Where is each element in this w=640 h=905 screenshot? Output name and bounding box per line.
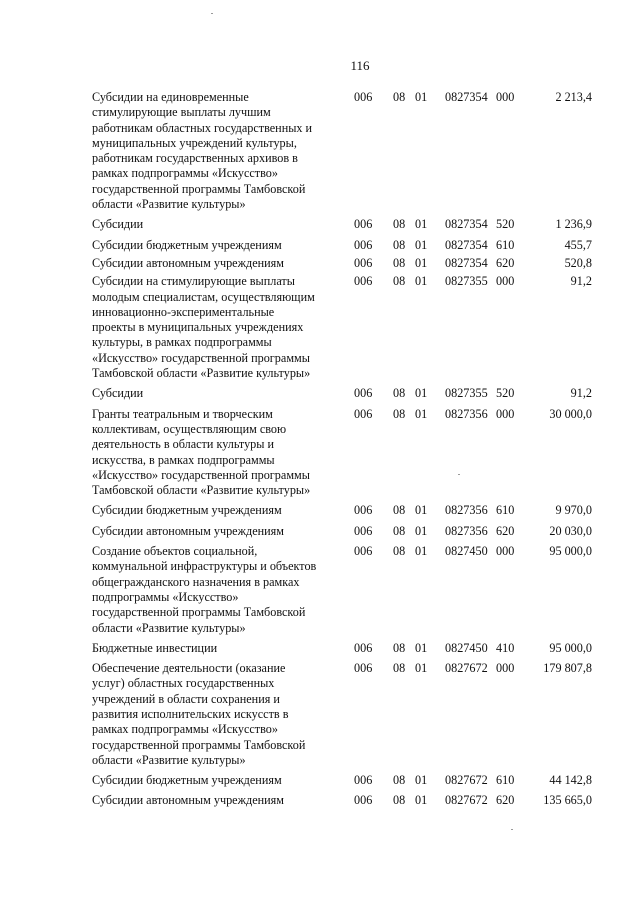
row-name: Субсидии бюджетным учреждениям [92, 503, 282, 518]
row-pr: 01 [415, 793, 428, 808]
row-vr: 620 [496, 255, 515, 270]
table-row [92, 217, 592, 232]
row-pr: 01 [415, 544, 428, 559]
row-name: Субсидии бюджетным учреждениям [92, 773, 282, 788]
row-ved: 006 [354, 793, 373, 808]
row-ved: 006 [354, 237, 373, 252]
table-row [92, 524, 592, 539]
row-name: Субсидии автономным учреждениям [92, 255, 284, 270]
row-csr: 0827356 [445, 406, 488, 421]
row-pr: 01 [415, 255, 428, 270]
row-sum: 20 030,0 [549, 523, 592, 538]
table-row [92, 90, 592, 212]
row-csr: 0827354 [445, 237, 488, 252]
row-sum: 179 807,8 [543, 661, 592, 676]
row-csr: 0827356 [445, 523, 488, 538]
row-name: Субсидии бюджетным учреждениям [92, 237, 282, 252]
row-csr: 0827450 [445, 640, 488, 655]
row-vr: 000 [496, 544, 515, 559]
row-csr: 0827450 [445, 544, 488, 559]
table-row [92, 641, 592, 656]
row-ved: 006 [354, 523, 373, 538]
row-name: Обеспечение деятельности (оказание услуг) областных государственных учреждений в области сохранения и развития исполнительских искусств в рамках подпрограммы «Искусство» государственной программы Тамбовской области «Развитие культуры» [92, 661, 306, 767]
row-pr: 01 [415, 406, 428, 421]
table-row [92, 238, 592, 253]
table-row [92, 661, 592, 768]
row-name: Создание объектов социальной, коммунальной инфраструктуры и объектов общегражданского назначения в рамках подпрограммы «Искусство» государственной программы Тамбовской области «Развитие культуры» [92, 544, 317, 635]
row-csr: 0827354 [445, 217, 488, 232]
table-row [92, 386, 592, 401]
row-vr: 000 [496, 661, 515, 676]
row-name: Бюджетные инвестиции [92, 640, 218, 655]
row-vr: 000 [496, 406, 515, 421]
row-rz: 08 [393, 90, 406, 104]
row-vr: 000 [496, 274, 515, 289]
row-pr: 01 [415, 237, 428, 252]
row-csr: 0827672 [445, 773, 488, 788]
row-vr: 620 [496, 793, 515, 808]
table-row [92, 256, 592, 271]
page-number: 116 [350, 58, 370, 73]
row-name: Субсидии [92, 386, 144, 401]
row-rz: 08 [393, 274, 406, 289]
row-csr: 0827355 [445, 274, 488, 289]
row-rz: 08 [393, 523, 406, 538]
row-ved: 006 [354, 503, 373, 518]
row-sum: 135 665,0 [543, 793, 592, 808]
row-rz: 08 [393, 503, 406, 518]
row-ved: 006 [354, 661, 373, 676]
row-vr: 410 [496, 640, 515, 655]
row-csr: 0827672 [445, 661, 488, 676]
table-row [92, 274, 592, 381]
row-rz: 08 [393, 793, 406, 808]
row-name: Гранты театральным и творческим коллективам, осуществляющим свою деятельность в области культуры и искусства, в рамках подпрограммы «Искусство» государственной программы Тамбовской области «Развитие культуры» [92, 406, 311, 498]
row-vr: 620 [496, 523, 515, 538]
row-vr: 610 [496, 503, 515, 518]
row-sum: 2 213,4 [555, 90, 592, 104]
row-pr: 01 [415, 386, 428, 401]
row-csr: 0827354 [445, 255, 488, 270]
row-rz: 08 [393, 640, 406, 655]
row-ved: 006 [354, 640, 373, 655]
row-name: Субсидии автономным учреждениям [92, 523, 284, 538]
row-ved: 006 [354, 773, 373, 788]
row-csr: 0827672 [445, 793, 488, 808]
row-sum: 520,8 [564, 255, 592, 270]
row-sum: 455,7 [564, 237, 592, 252]
row-sum: 44 142,8 [549, 773, 592, 788]
row-rz: 08 [393, 255, 406, 270]
row-csr: 0827355 [445, 386, 488, 401]
table-row [92, 503, 592, 518]
row-ved: 006 [354, 544, 373, 559]
row-vr: 000 [496, 90, 515, 104]
scan-speck [511, 829, 513, 830]
row-sum: 91,2 [570, 386, 592, 401]
row-pr: 01 [415, 640, 428, 655]
row-vr: 520 [496, 386, 515, 401]
row-pr: 01 [415, 90, 428, 104]
row-sum: 1 236,9 [555, 217, 592, 232]
row-pr: 01 [415, 503, 428, 518]
row-vr: 610 [496, 237, 515, 252]
budget-table [92, 90, 592, 809]
row-pr: 01 [415, 773, 428, 788]
row-name: Субсидии на единовременные стимулирующие выплаты лучшим работникам областных государственных и муниципальных учреждений культуры, работникам государственных архивов в рамках подпрограммы «Искусство» государственной программы Тамбовской области «Развитие культуры» [92, 90, 313, 212]
row-pr: 01 [415, 274, 428, 289]
row-ved: 006 [354, 274, 373, 289]
table-row [92, 544, 592, 636]
scan-speck [458, 474, 460, 475]
row-ved: 006 [354, 386, 373, 401]
row-sum: 95 000,0 [549, 544, 592, 559]
row-ved: 006 [354, 255, 373, 270]
row-rz: 08 [393, 217, 406, 232]
table-row [92, 793, 592, 808]
row-pr: 01 [415, 661, 428, 676]
row-rz: 08 [393, 237, 406, 252]
row-csr: 0827356 [445, 503, 488, 518]
row-ved: 006 [354, 217, 373, 232]
row-sum: 9 970,0 [555, 503, 592, 518]
row-vr: 610 [496, 773, 515, 788]
row-rz: 08 [393, 773, 406, 788]
row-name: Субсидии на стимулирующие выплаты молодым специалистам, осуществляющим инновационно-экспериментальные проекты в муниципальных учреждениях культуры, в рамках подпрограммы «Искусство» государственной программы Тамбовской области «Развитие культуры» [92, 274, 315, 381]
row-name: Субсидии [92, 217, 144, 232]
row-csr: 0827354 [445, 90, 488, 104]
row-sum: 30 000,0 [549, 406, 592, 421]
table-row [92, 407, 592, 499]
table-row [92, 773, 592, 788]
row-ved: 006 [354, 90, 373, 104]
row-rz: 08 [393, 544, 406, 559]
row-sum: 91,2 [570, 274, 592, 289]
row-ved: 006 [354, 406, 373, 421]
row-pr: 01 [415, 217, 428, 232]
row-name: Субсидии автономным учреждениям [92, 793, 284, 808]
scan-speck [211, 13, 213, 14]
row-rz: 08 [393, 661, 406, 676]
row-sum: 95 000,0 [549, 640, 592, 655]
row-vr: 520 [496, 217, 515, 232]
row-rz: 08 [393, 406, 406, 421]
row-rz: 08 [393, 386, 406, 401]
row-pr: 01 [415, 523, 428, 538]
